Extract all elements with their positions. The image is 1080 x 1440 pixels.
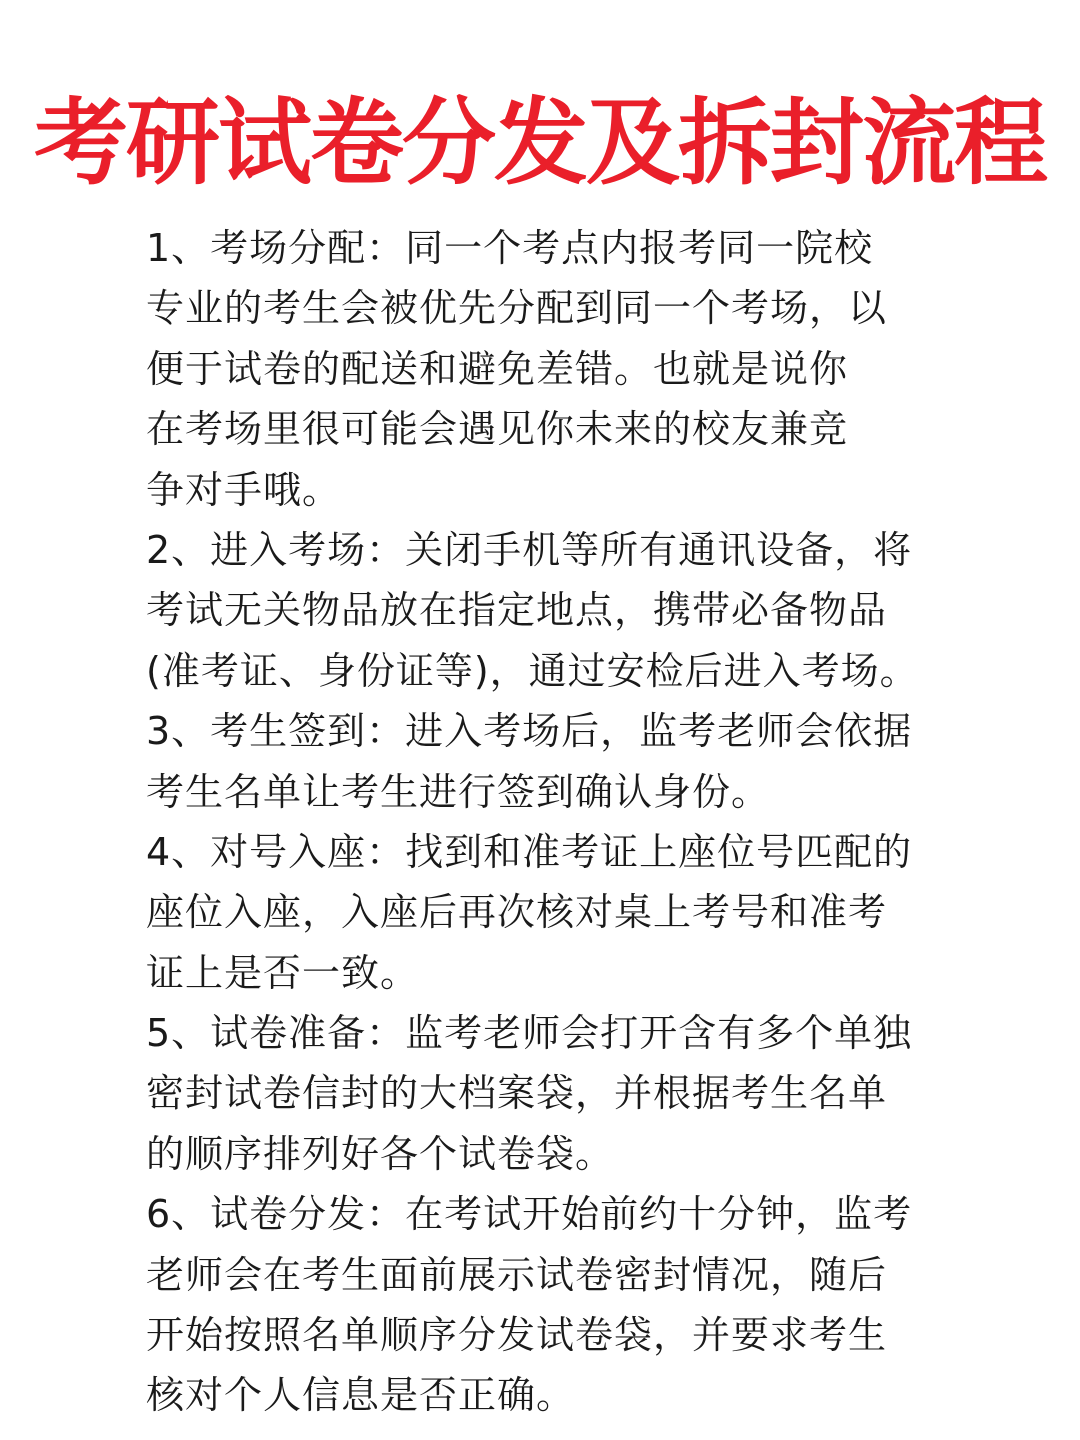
- text-line: 考生名单让考生进行签到确认身份。: [146, 769, 771, 814]
- text-line: 3、考生签到：进入考场后，监考老师会依据: [146, 709, 913, 754]
- text-line: (准考证、身份证等)，通过安检后进入考场。: [146, 648, 919, 693]
- text-line: 的顺序排列好各个试卷袋。: [146, 1131, 615, 1176]
- text-line: 5、试卷准备：监考老师会打开含有多个单独: [146, 1011, 913, 1056]
- text-line: 开始按照名单顺序分发试卷袋，并要求考生: [146, 1313, 888, 1358]
- text-line: 2、进入考场：关闭手机等所有通讯设备，将: [146, 527, 913, 572]
- page-title: 考研试卷分发及拆封流程: [33, 89, 1046, 198]
- text-line: 便于试卷的配送和避免差错。也就是说你: [146, 346, 849, 391]
- text-line: 专业的考生会被优先分配到同一个考场，以: [146, 286, 888, 331]
- text-line: 核对个人信息是否正确。: [146, 1373, 576, 1418]
- body-text: [146, 218, 946, 1426]
- text-line: 在考场里很可能会遇见你未来的校友兼竞: [146, 407, 849, 452]
- text-line: 老师会在考生面前展示试卷密封情况，随后: [146, 1252, 888, 1297]
- text-line: 争对手哦。: [146, 467, 342, 512]
- text-line: 证上是否一致。: [146, 950, 420, 995]
- text-line: 4、对号入座：找到和准考证上座位号匹配的: [146, 829, 913, 874]
- text-line: 密封试卷信封的大档案袋，并根据考生名单: [146, 1071, 888, 1116]
- text-line: 座位入座，入座后再次核对桌上考号和准考: [146, 890, 888, 935]
- text-line: 6、试卷分发：在考试开始前约十分钟，监考: [146, 1192, 913, 1237]
- text-line: 考试无关物品放在指定地点，携带必备物品: [146, 588, 888, 633]
- text-line: 1、考场分配：同一个考点内报考同一院校: [146, 226, 874, 270]
